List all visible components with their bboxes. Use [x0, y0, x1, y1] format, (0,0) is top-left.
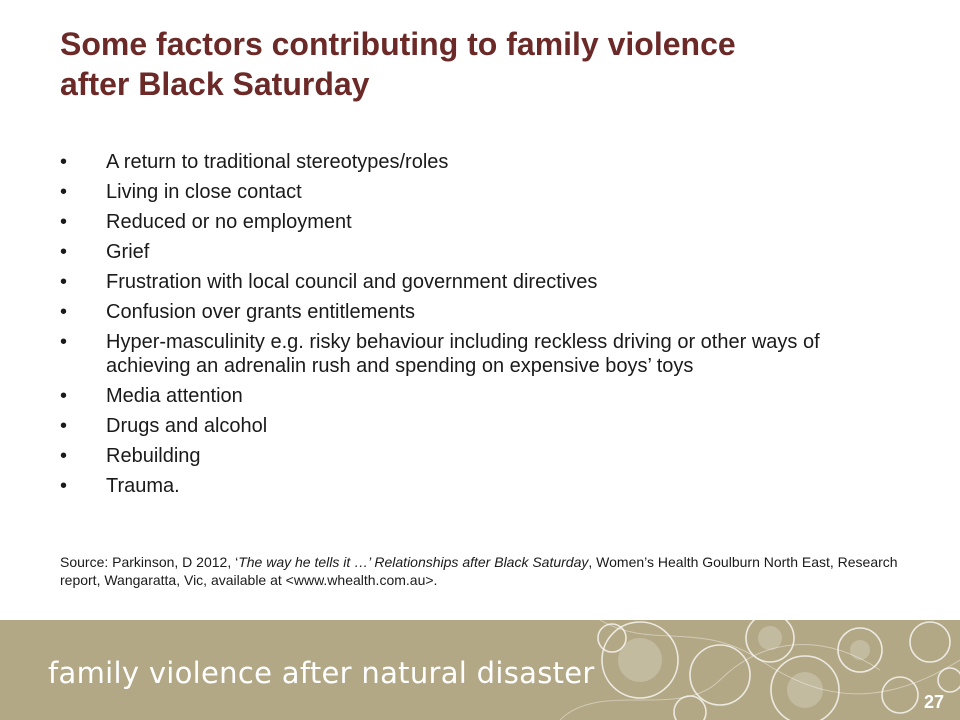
bullet-dot: •: [60, 385, 68, 407]
decorative-circle: [758, 626, 782, 650]
bullet-dot: •: [60, 151, 68, 173]
decorative-circle: [787, 672, 823, 708]
slide-title: [60, 24, 920, 104]
bullet-item: [60, 474, 900, 498]
bullet-text: Media attention: [106, 385, 243, 407]
source-citation: [60, 553, 920, 589]
page-number: 27: [923, 692, 944, 712]
footer-banner: [0, 620, 960, 720]
bullet-text: Hyper-masculinity e.g. risky behaviour including reckless driving or other ways of achieving an adrenalin rush and spending on expensive boys’ toys: [106, 331, 820, 377]
source-title-italic: The way he tells it …’ Relationships after Black Saturday: [238, 554, 589, 570]
bullet-text: Frustration with local council and government directives: [106, 271, 598, 293]
bullet-item: [60, 330, 900, 378]
bullet-dot: •: [60, 415, 68, 437]
bullet-text: Confusion over grants entitlements: [106, 301, 416, 323]
bullet-dot: •: [60, 475, 68, 497]
bullet-text: Living in close contact: [106, 181, 302, 203]
bullet-item: [60, 240, 900, 264]
bullet-dot: •: [60, 301, 68, 323]
bullet-item: [60, 150, 900, 174]
slide-title-line-2: after Black Saturday: [60, 66, 370, 102]
bullet-item: [60, 270, 900, 294]
decorative-swirl: [560, 645, 880, 720]
decorative-circle: [938, 668, 960, 692]
bullet-list: [60, 150, 900, 504]
bullet-item: [60, 210, 900, 234]
decorative-circle: [850, 640, 870, 660]
bullet-dot: •: [60, 241, 68, 263]
bullet-text: Rebuilding: [106, 445, 201, 467]
bullet-dot: •: [60, 181, 68, 203]
bullet-text: A return to traditional stereotypes/roles: [106, 151, 449, 173]
slide-title-line-1: Some factors contributing to family violence: [60, 26, 736, 62]
decorative-circle: [618, 638, 662, 682]
bullet-item: [60, 180, 900, 204]
decorative-circle: [882, 677, 918, 713]
source-prefix: Source: Parkinson, D 2012, ‘: [60, 554, 239, 570]
bullet-dot: •: [60, 211, 68, 233]
decorative-circle: [910, 622, 950, 662]
footer-tagline: family violence after natural disaster: [48, 656, 595, 690]
bullet-dot: •: [60, 445, 68, 467]
bullet-item: [60, 444, 900, 468]
bullet-text: Trauma.: [106, 475, 180, 497]
decorative-circle: [674, 696, 706, 720]
source-suffix: , Women’s Health Goulburn North East, Research report, Wangaratta, Vic, available at <www.whealth.com.au>.: [60, 554, 898, 588]
bullet-item: [60, 384, 900, 408]
bullet-item: [60, 414, 900, 438]
decorative-circle: [690, 645, 750, 705]
bullet-text: Grief: [106, 241, 150, 263]
bullet-dot: •: [60, 331, 68, 353]
bullet-text: Drugs and alcohol: [106, 415, 268, 437]
bullet-dot: •: [60, 271, 68, 293]
bullet-item: [60, 300, 900, 324]
bullet-text: Reduced or no employment: [106, 211, 352, 233]
